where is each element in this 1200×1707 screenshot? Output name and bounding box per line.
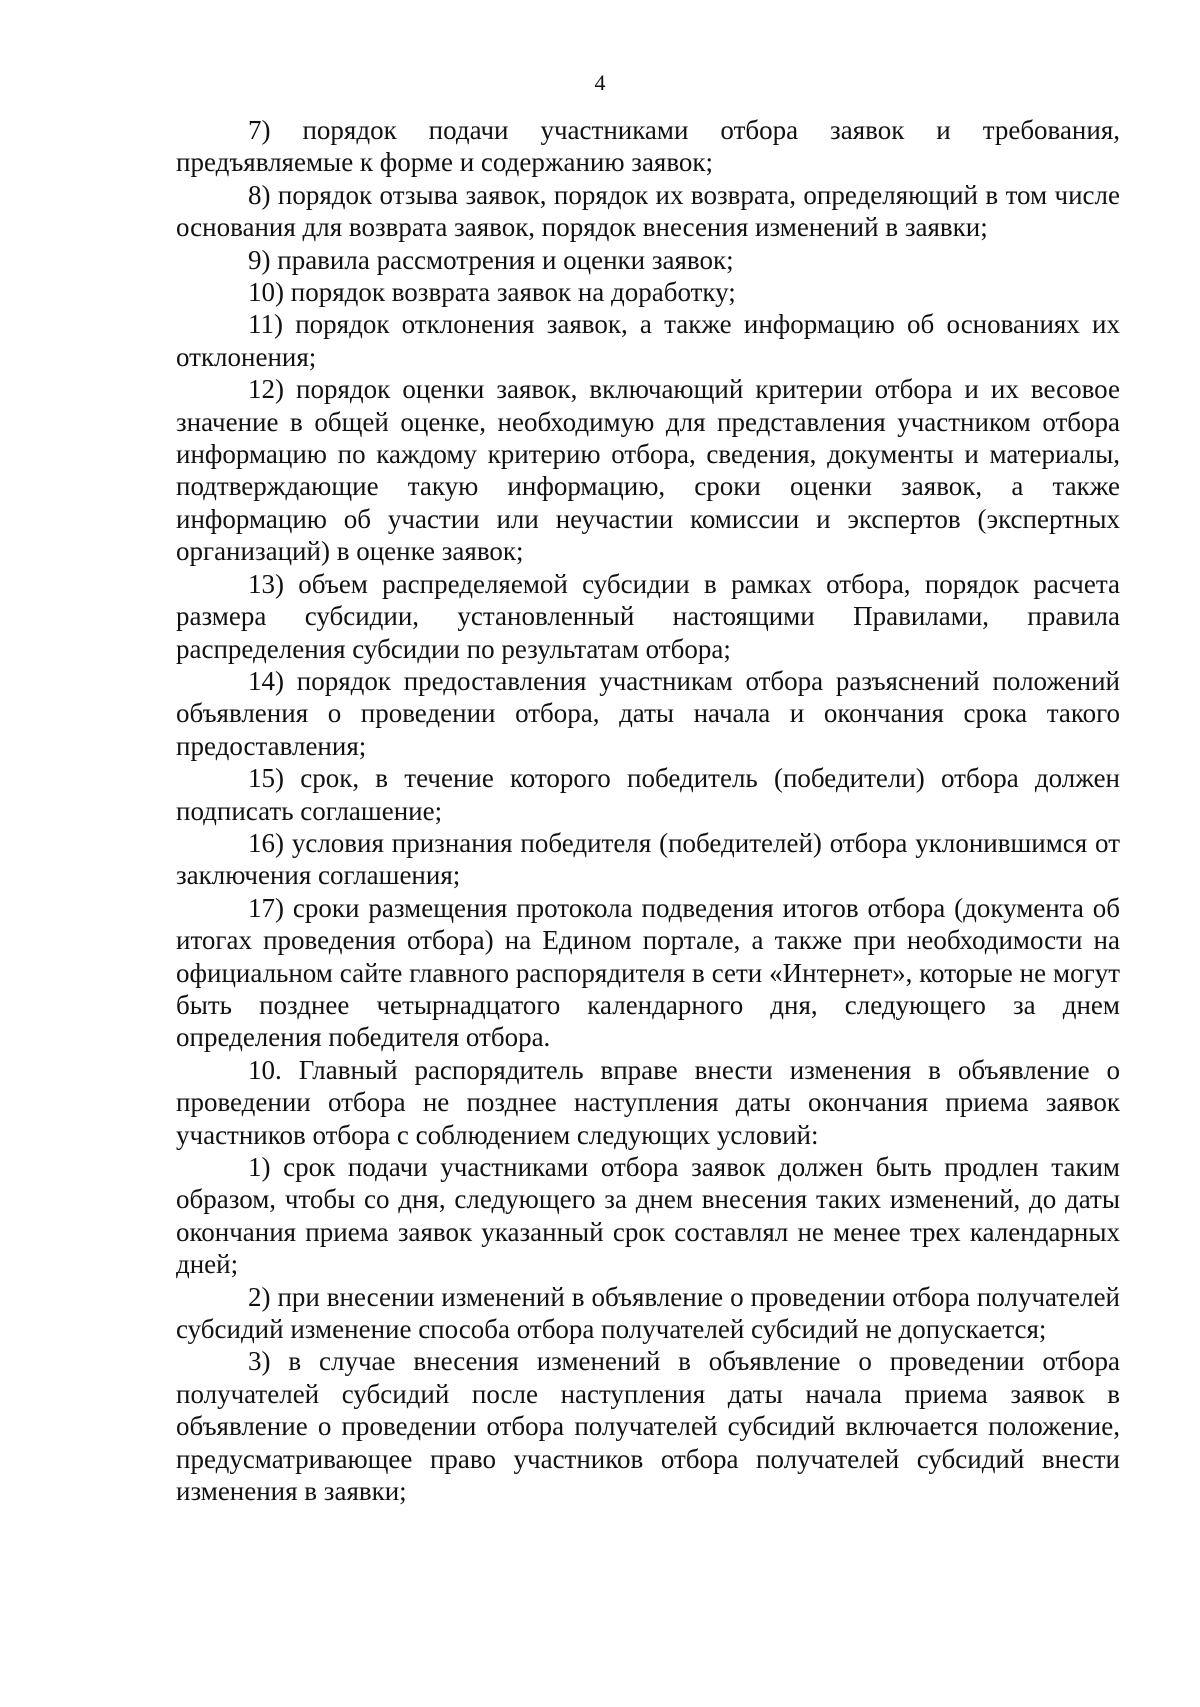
- paragraph-item-17: 17) сроки размещения протокола подведения итогов отбора (документа об итогах проведения отбора) на Едином портале, а также при необходимости на официальном сайте главного распорядителя в сети «Интернет», которые не могут быть позднее четырнадцатого календарного дня, следующего за днем определения победителя отбора.: [176, 892, 1120, 1053]
- page-number: 4: [594, 70, 606, 95]
- paragraph-item-9: 9) правила рассмотрения и оценки заявок;: [248, 244, 734, 275]
- paragraph-subitem-3: 3) в случае внесения изменений в объявление о проведении отбора получателей субсидий после наступления даты начала приема заявок в объявление о проведении отбора получателей субсидий включается положение, предусматривающее право участников отбора получателей субсидий внести изменения в заявки;: [176, 1346, 1120, 1507]
- paragraph-item-13: 13) объем распределяемой субсидии в рамках отбора, порядок расчета размера субсидии, установленный настоящими Правилами, правила распределения субсидии по результатам отбора;: [176, 568, 1120, 664]
- paragraph-item-12: 12) порядок оценки заявок, включающий критерии отбора и их весовое значение в общей оценке, необходимую для представления участником отбора информацию по каждому критерию отбора, сведения, документы и материалы, подтверждающие такую информацию, сроки оценки заявок, а также информацию об участии или неучастии комиссии и экспертов (экспертных организаций) в оценке заявок;: [176, 374, 1120, 567]
- paragraph-item-14: 14) порядок предоставления участникам отбора разъяснений положений объявления о проведении отбора, даты начала и окончания срока такого предоставления;: [176, 665, 1120, 761]
- paragraph-item-16: 16) условия признания победителя (победителей) отбора уклонившимся от заключения соглашения;: [176, 827, 1120, 891]
- paragraph-item-7: 7) порядок подачи участниками отбора заявок и требования, предъявляемые к форме и содержанию заявок;: [176, 115, 1120, 178]
- paragraph-item-10: 10) порядок возврата заявок на доработку;: [248, 277, 736, 308]
- paragraph-section-10: 10. Главный распорядитель вправе внести изменения в объявление о проведении отбора не позднее наступления даты окончания приема заявок участников отбора с соблюдением следующих условий:: [176, 1054, 1120, 1150]
- paragraph-subitem-1: 1) срок подачи участниками отбора заявок должен быть продлен таким образом, чтобы со дня, следующего за днем внесения таких изменений, до даты окончания приема заявок указанный срок составлял не менее трех календарных дней;: [176, 1152, 1120, 1280]
- paragraph-item-11: 11) порядок отклонения заявок, а также информацию об основаниях их отклонения;: [176, 309, 1120, 372]
- paragraph-item-8: 8) порядок отзыва заявок, порядок их возврата, определяющий в том числе основания для возврата заявок, порядок внесения изменений в заявки;: [176, 179, 1120, 243]
- paragraph-subitem-2: 2) при внесении изменений в объявление о проведении отбора получателей субсидий изменение способа отбора получателей субсидий не допускается;: [176, 1281, 1120, 1345]
- document-body: [176, 114, 1120, 1507]
- paragraph-item-15: 15) срок, в течение которого победитель (победители) отбора должен подписать соглашение;: [176, 763, 1120, 826]
